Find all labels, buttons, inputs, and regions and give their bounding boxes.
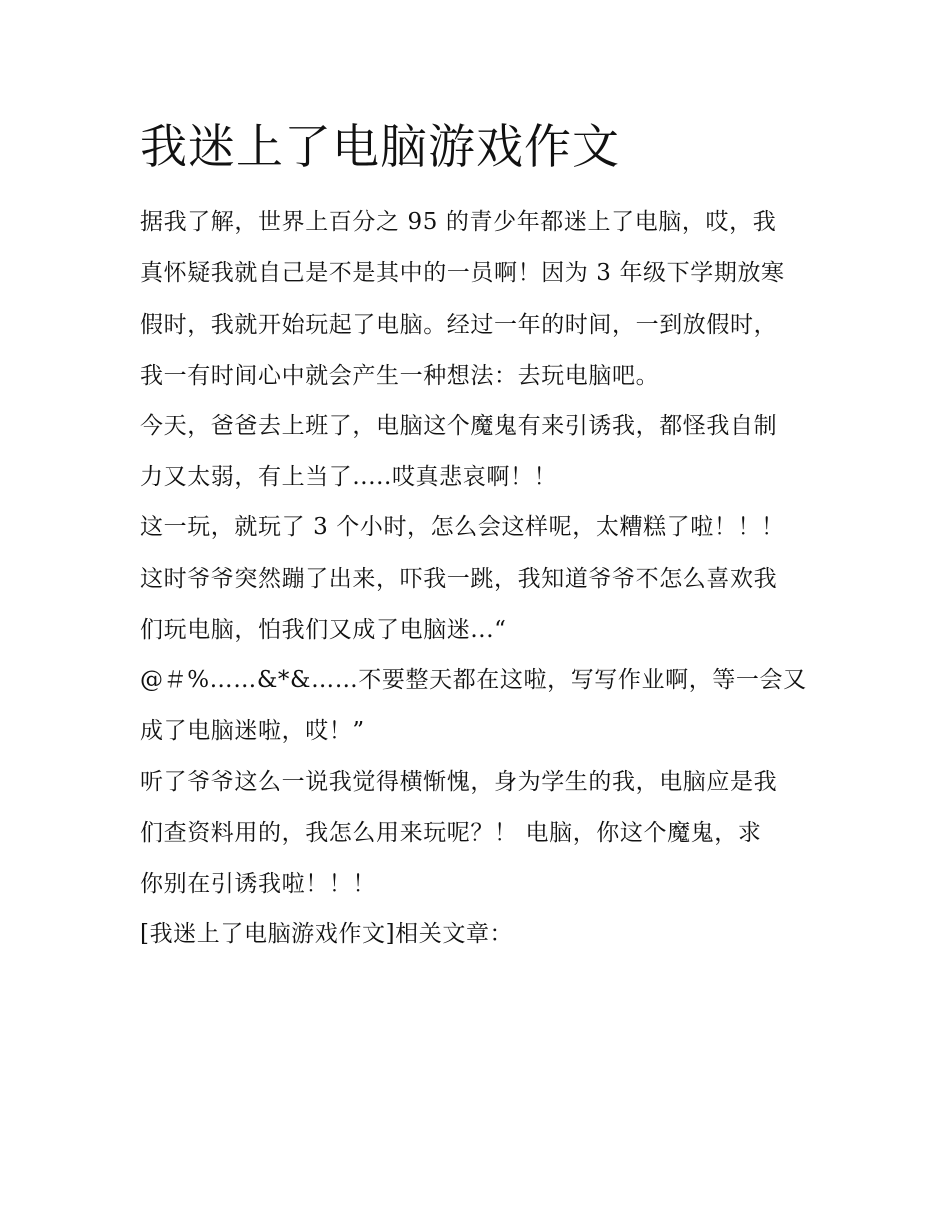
body-line: 这一玩，就玩了 3 个小时，怎么会这样呢，太糟糕了啦！！！ bbox=[140, 514, 785, 540]
related-articles-heading: [我迷上了电脑游戏作文]相关文章： bbox=[140, 921, 514, 947]
body-line: 真怀疑我就自己是不是其中的一员啊！因为 3 年级下学期放寒 bbox=[140, 260, 785, 286]
body-line: 听了爷爷这么一说我觉得横惭愧，身为学生的我，电脑应是我 bbox=[140, 769, 778, 795]
body-line: 你别在引诱我啦！！！ bbox=[140, 871, 376, 897]
body-line: 假时，我就开始玩起了电脑。经过一年的时间，一到放假时， bbox=[140, 312, 778, 338]
body-line: 今天，爸爸去上班了，电脑这个魔鬼有来引诱我，都怪我自制 bbox=[140, 413, 778, 439]
body-line: 成了电脑迷啦，哎！” bbox=[140, 718, 365, 744]
document-title: 我迷上了电脑游戏作文 bbox=[140, 120, 620, 175]
body-line: 这时爷爷突然蹦了出来，吓我一跳，我知道爷爷不怎么喜欢我 bbox=[140, 566, 778, 592]
body-line: @＃%……&*&……不要整天都在这啦，写写作业啊，等一会又 bbox=[140, 667, 807, 693]
body-line: 们查资料用的，我怎么用来玩呢？！ 电脑，你这个魔鬼，求 bbox=[140, 820, 762, 846]
body-line: 据我了解，世界上百分之 95 的青少年都迷上了电脑，哎，我 bbox=[140, 209, 777, 235]
body-line: 力又太弱，有上当了.....哎真悲哀啊！！ bbox=[140, 464, 558, 490]
body-line: 们玩电脑，怕我们又成了电脑迷...“ bbox=[140, 617, 507, 643]
body-line: 我一有时间心中就会产生一种想法：去玩电脑吧。 bbox=[140, 363, 660, 389]
